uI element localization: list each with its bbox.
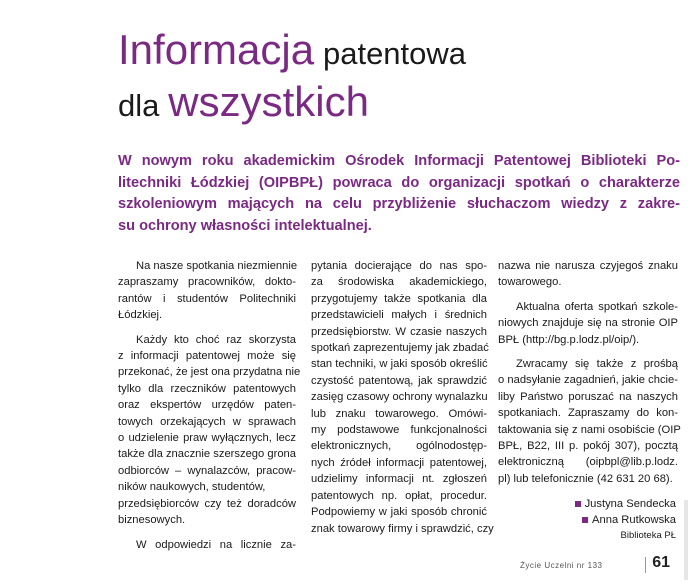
title-word-wszystkich: wszystkich [168,78,369,125]
text-line: z informacji patentowej może się [118,350,296,363]
text-line: lub znaku towarowego. Omówi- [311,407,487,420]
text-line: Na nasze spotkania niezmiennie [136,260,298,272]
text-line: znak towarowy firmy i sprawdzić, czy [311,522,494,535]
text-line: my podstawowe funkcjonalności [311,424,487,437]
text-line: BPŁ (http://bg.p.lodz.pl/oip/). [498,333,640,346]
text-line: przedsiębiorców czy też doradców [118,497,296,510]
text-line: odbiorców – wynalazców, pracow- [118,464,296,477]
text-line: nazwa nie narusza czyjegoś znaku [498,260,678,272]
text-column-2 [311,258,494,537]
text-line: elektroniczną (oipbpl@lib.p.lodz. [498,456,678,469]
text-line: o nadsyłanie zagadnień, jakie chcie- [498,374,678,387]
author-name: Justyna Sendecka [584,498,676,510]
text-line: o udzielenie praw wyłącznych, lecz [118,432,296,445]
author-name: Anna Rutkowska [592,514,676,526]
text-column-3 [498,258,681,487]
lead-line: litechniki Łódzkiej (OIPBPŁ) powraca do organizacji spotkań o charakterze [118,174,680,191]
text-line: przekonać, że jest ona przydatna nie [118,366,301,379]
signature-block [516,496,676,544]
lead-line: szkoleniowym mających na celu przybliżenie słuchaczom wiedzy z zakre- [118,196,680,212]
footer-divider [645,557,646,573]
text-line: nych źródeł informacji patentowej, [311,456,487,469]
text-line: Aktualna oferta spotkań szkole- [516,300,678,313]
text-line: tylko dla rzeczników patentowych [118,382,296,395]
title-word-patentowa: patentowa [322,36,467,71]
text-line: Każdy kto choć raz skorzysta [136,333,296,346]
text-line: przedstawicieli małych i średnich [311,309,487,322]
text-line: liby Państwo poruszać na naszych [498,390,678,403]
page-edge-decoration [684,500,688,580]
text-line: zapraszamy pracowników, dokto- [118,276,296,289]
text-line: patentowych np. opłat, procedur. [311,489,487,502]
text-line: elektronicznych, ogólnodostęp- [311,440,487,453]
text-line: oraz ekspertów urzędów paten- [118,399,296,412]
text-line: biznesowych. [118,514,186,527]
text-line: przygotujemy także spotkania dla [311,292,487,305]
text-line: spotkaniach. Zapraszamy do kon- [498,407,678,420]
page-footer [504,554,680,575]
lead-line: W nowym roku akademickim Ośrodek Informacji Patentowej Biblioteki Po- [118,153,680,169]
text-line: pytania docierające do nas spo- [311,260,487,272]
text-line: spotkań zaprezentujemy jak zbadać [311,342,489,355]
text-line: za środowiska akademickiego, [311,276,487,289]
text-line: niowych znajduje się na stronie OIP [498,317,678,330]
text-line: stan techniki, w jaki sposób określić [311,358,488,371]
text-line: pl) lub telefonicznie (42 631 20 68). [498,472,673,485]
page-number: 61 [652,554,670,571]
text-line: zasięg czasowy ochrony wynalazku [311,391,488,404]
square-bullet-icon [575,501,581,507]
text-line: W odpowiedzi na licznie za- [136,538,296,551]
text-line: Zwracamy się także z prośbą [516,358,678,371]
text-line: udzielimy informacji nt. zgłoszeń [311,473,487,486]
text-column-1 [118,258,301,553]
text-line: towarowego. [498,276,562,289]
lead-paragraph [118,151,680,237]
square-bullet-icon [582,517,588,523]
article-title [118,26,466,130]
lead-line: su ochrony własności intelektualnej. [118,217,372,234]
text-line: ników naukowych, studentów, [118,481,266,494]
text-line: przedsiębiorstw. W czasie naszych [311,325,487,338]
text-line: czystość patentową, jak sprawdzić [311,374,487,387]
text-line: BPŁ, B22, III p. pokój 307), pocztą [498,440,678,453]
journal-issue: Życie Uczelni nr 133 [520,561,603,570]
text-line: rantów i studentów Politechniki [118,292,296,305]
text-line: taktowania się z nami osobiście (OIP [498,423,681,436]
author-affiliation: Biblioteka PŁ [620,530,676,541]
title-word-informacja: Informacja [118,26,315,73]
text-line: Łódzkiej. [118,309,163,322]
text-line: Podpowiemy w jaki sposób chronić [311,506,487,519]
text-line: także dla znacznie szerszego grona [118,448,296,461]
text-line: towych orzekających w sprawach [118,415,296,428]
title-word-dla: dla [118,88,160,123]
